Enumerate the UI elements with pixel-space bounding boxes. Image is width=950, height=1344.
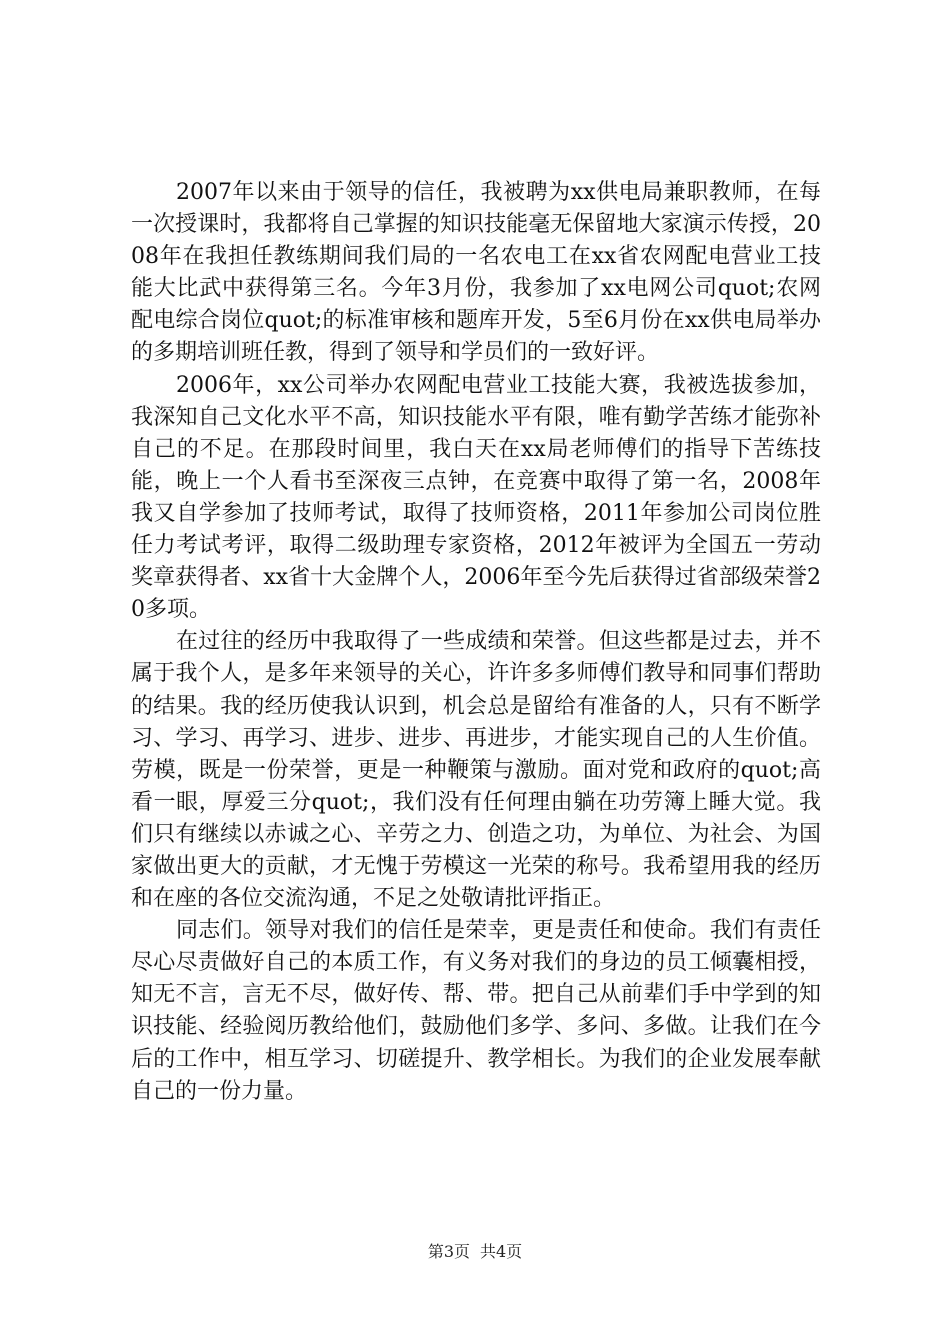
paragraph-1: 2007年以来由于领导的信任，我被聘为xx供电局兼职教师，在每一次授课时，我都将自己掌握的知识技能毫无保留地大家演示传授，2008年在我担任教练期间我们局的一名农电工在xx省农网配电营业工技能大比武中获得第三名。今年3月份，我参加了xx电网公司quot;农网配电综合岗位quot;的标准审核和题库开发，5至6月份在xx供电局举办的多期培训班任教，得到了领导和学员们的一致好评。 [131, 180, 821, 366]
page-total: 共4页 [480, 1242, 523, 1261]
page-number: 第3页 [427, 1242, 470, 1261]
paragraph-2: 2006年，xx公司举办农网配电营业工技能大赛，我被选拔参加，我深知自己文化水平不高，知识技能水平有限，唯有勤学苦练才能弥补自己的不足。在那段时间里，我白天在xx局老师傅们的指导下苦练技能，晚上一个人看书至深夜三点钟，在竞赛中取得了第一名，2008年我又自学参加了技师考试，取得了技师资格，2011年参加公司岗位胜任力考试考评，取得二级助理专家资格，2012年被评为全国五一劳动奖章获得者、xx省十大金牌个人，2006年至今先后获得过省部级荣誉20多项。 [131, 372, 821, 623]
paragraph-4: 同志们。领导对我们的信任是荣幸，更是责任和使命。我们有责任尽心尽责做好自己的本质工作，有义务对我们的身边的员工倾囊相授，知无不言，言无不尽，做好传、帮、带。把自己从前辈们手中学到的知识技能、经验阅历教给他们，鼓励他们多学、多问、多做。让我们在今后的工作中，相互学习、切磋提升、教学相长。为我们的企业发展奉献自己的一份力量。 [131, 918, 821, 1104]
page-footer [0, 1242, 950, 1262]
document-body [131, 177, 821, 1108]
paragraph-3: 在过往的经历中我取得了一些成绩和荣誉。但这些都是过去，并不属于我个人，是多年来领导的关心，许许多多师傅们教导和同事们帮助的结果。我的经历使我认识到，机会总是留给有准备的人，只有不断学习、学习、再学习、进步、进步、再进步，才能实现自己的人生价值。劳模，既是一份荣誉，更是一种鞭策与激励。面对党和政府的quot;高看一眼，厚爱三分quot;，我们没有任何理由躺在功劳簿上睡大觉。我们只有继续以赤诚之心、辛劳之力、创造之功，为单位、为社会、为国家做出更大的贡献，才无愧于劳模这一光荣的称号。我希望用我的经历和在座的各位交流沟通，不足之处敬请批评指正。 [131, 629, 821, 912]
